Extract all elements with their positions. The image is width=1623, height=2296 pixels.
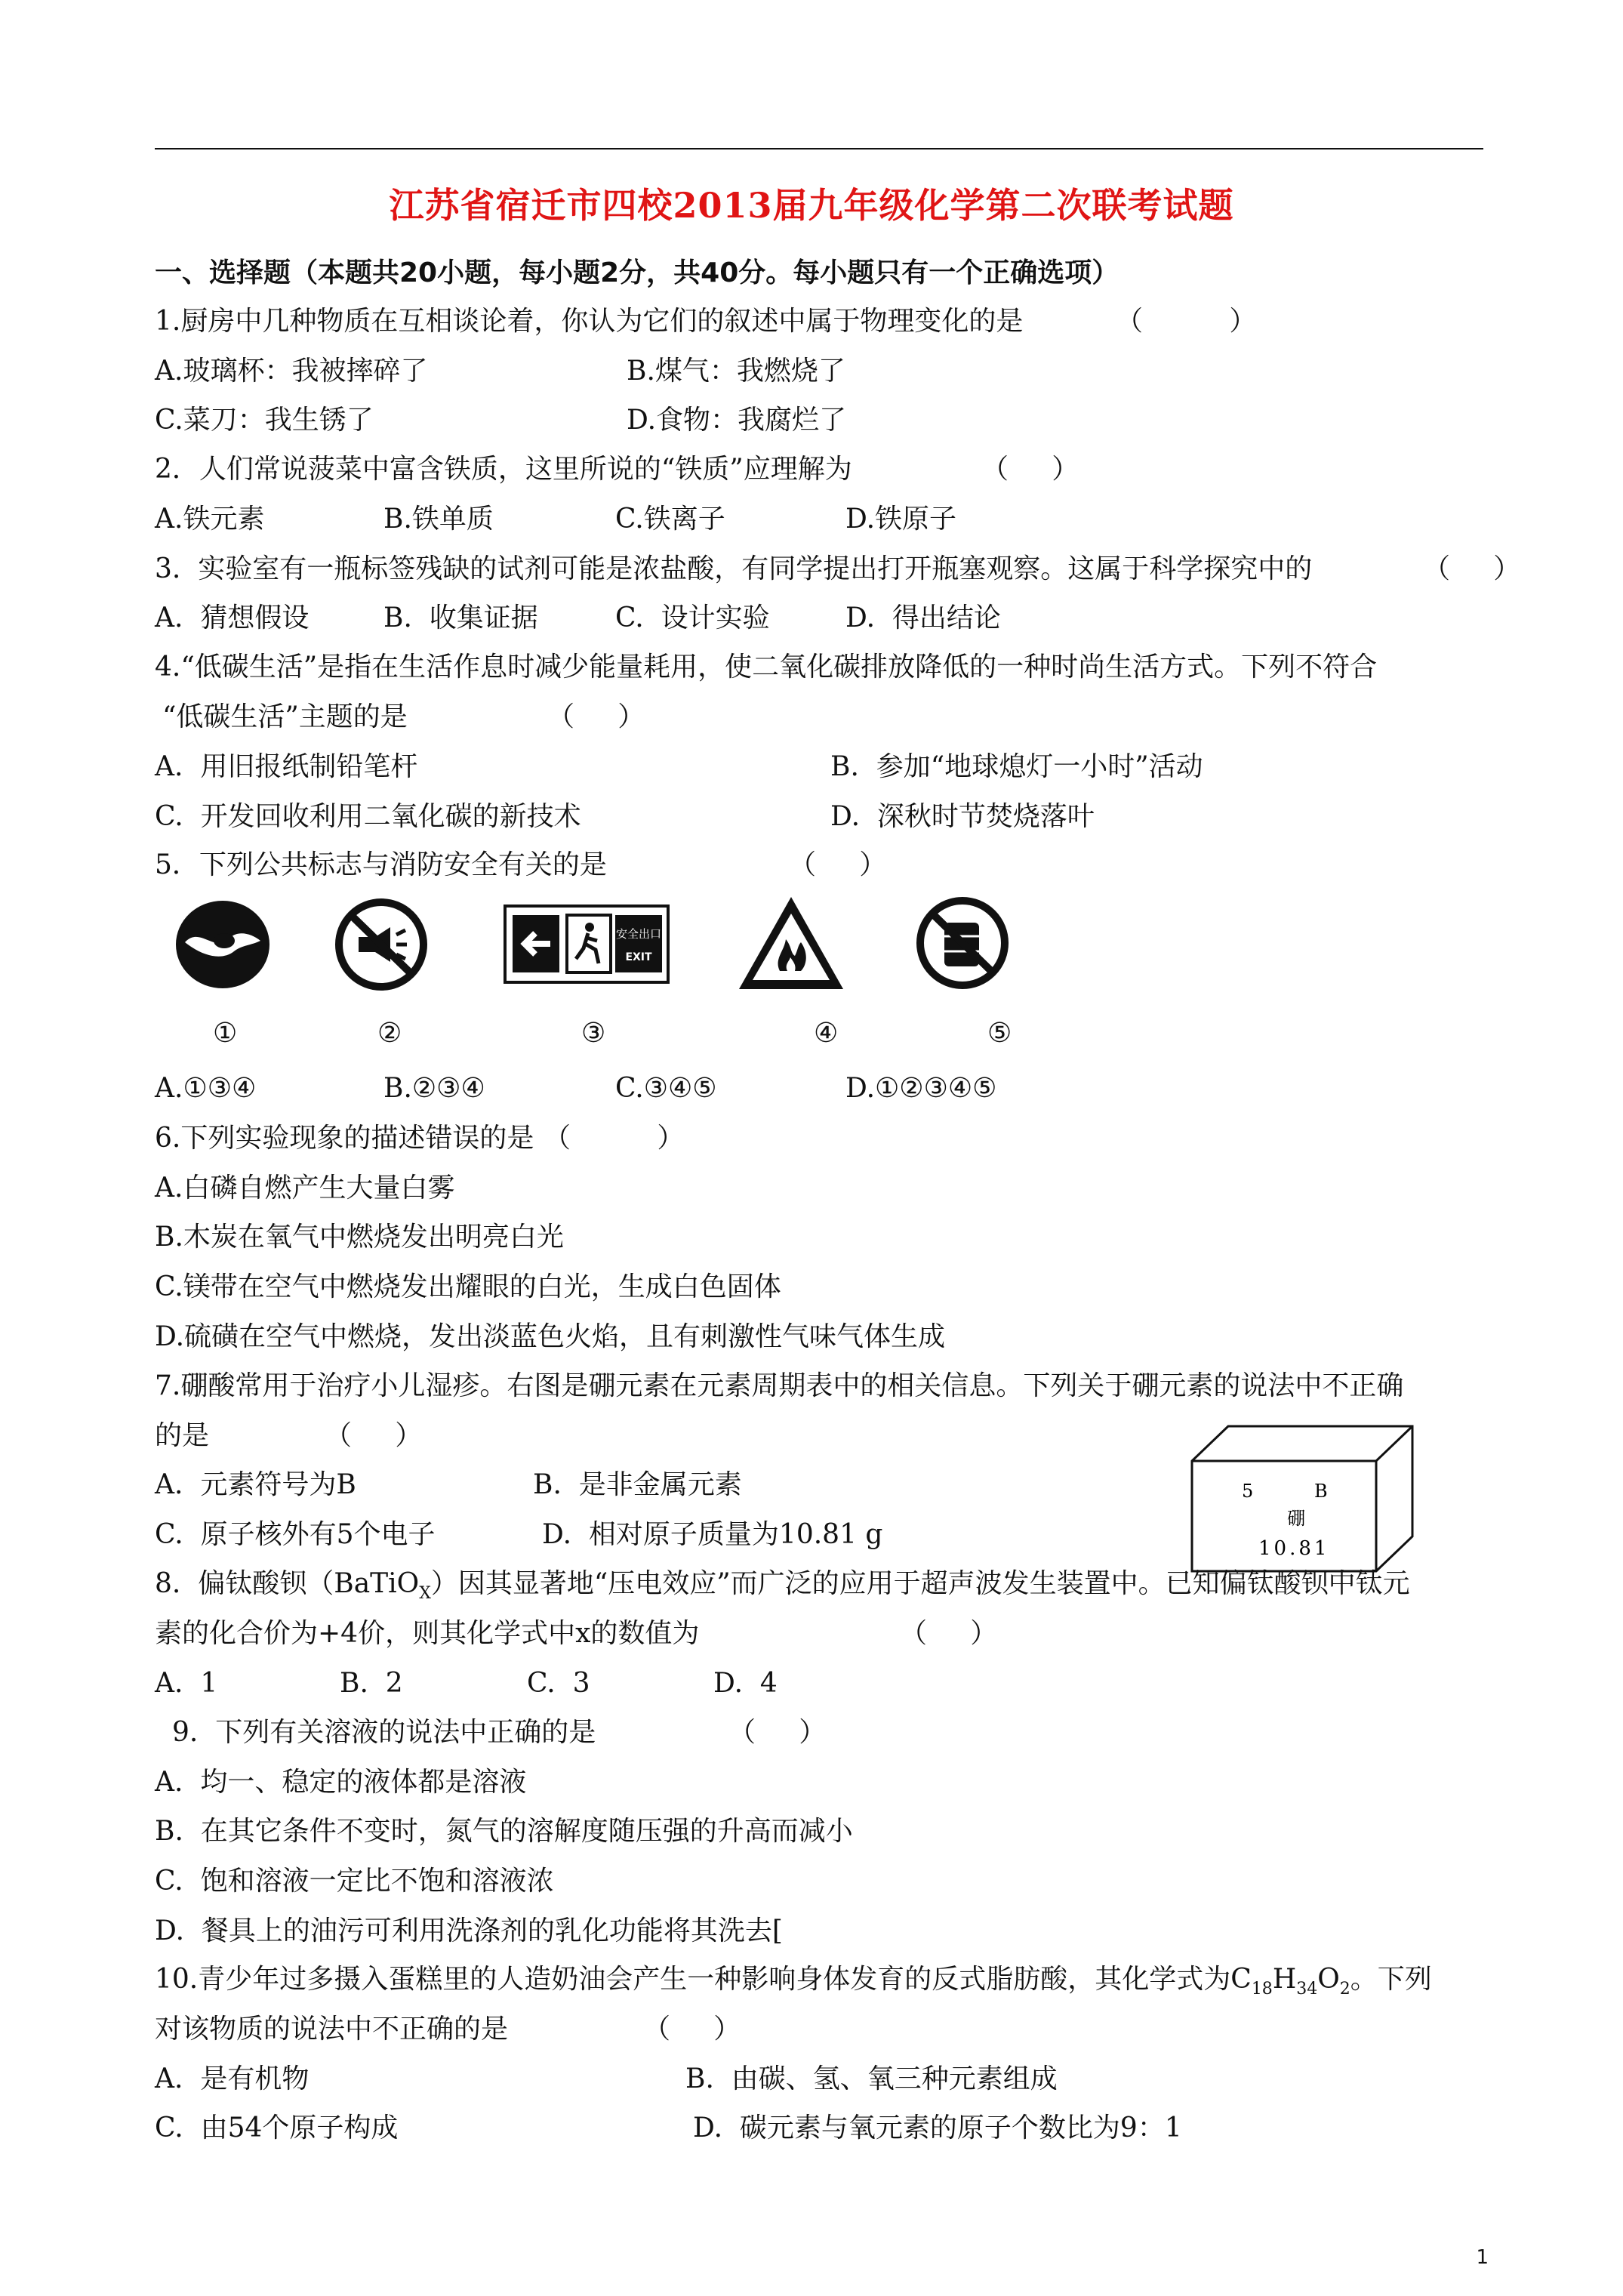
q10-stem-part1: 10.青少年过多摄入蛋糕里的人造奶油会产生一种影响身体发育的反式脂肪酸，其化学式为C — [155, 1964, 1252, 1995]
q7-option-c: C. 原子核外有5个电子 — [155, 1519, 436, 1550]
q6-option-d: D.硫磺在空气中燃烧，发出淡蓝色火焰，且有刺激性气味气体生成 — [155, 1321, 946, 1352]
q3-option-a: A. 猜想假设 — [155, 603, 310, 633]
q2-answer-blank: （ ） — [981, 454, 1079, 485]
q10-oxygen: O — [1317, 1964, 1340, 1995]
q5-answer-blank: （ ） — [789, 849, 887, 880]
q5-stem: 5．下列公共标志与消防安全有关的是 — [155, 849, 607, 880]
no-flammables-sign-icon — [910, 892, 1015, 994]
q10-option-a: A. 是有机物 — [155, 2063, 310, 2094]
q1-option-a: A.玻璃杯：我被摔碎了 — [155, 356, 428, 387]
q8-option-b: B. 2 — [340, 1668, 403, 1699]
atomic-mass: 10.81 — [1258, 1537, 1330, 1560]
q10-stem-part2: 。下列 — [1350, 1964, 1432, 1995]
exit-sign-english: EXIT — [625, 951, 652, 963]
q10-sub-hydrogen: 34 — [1296, 1980, 1318, 1999]
q6-stem: 6.下列实验现象的描述错误的是 — [155, 1123, 534, 1154]
q5-option-b: B.②③④ — [383, 1073, 485, 1104]
q2-stem: 2．人们常说菠菜中富含铁质，这里所说的“铁质”应理解为 — [155, 454, 852, 485]
q8-option-a: A. 1 — [155, 1668, 218, 1699]
q10-sub-carbon: 18 — [1251, 1980, 1273, 1999]
q5-option-d: D.①②③④⑤ — [845, 1073, 997, 1104]
sign-number-1: ① — [213, 1018, 238, 1049]
q9-answer-blank: （ ） — [728, 1717, 827, 1748]
q8-stem-part1: 8. 偏钛酸钡（BaTiO — [155, 1568, 420, 1599]
q8-stem-part2: ）因其显著地“压电效应”而广泛的应用于超声波发生装置中。已知偏钛酸钡中钛元 — [430, 1568, 1410, 1599]
q6-option-a: A.白磷自燃产生大量白雾 — [155, 1173, 455, 1203]
q10-option-c: C. 由54个原子构成 — [155, 2113, 399, 2143]
q1-option-c: C.菜刀：我生锈了 — [155, 405, 374, 436]
q7-stem-line2: 的是 — [155, 1420, 210, 1451]
q9-option-c: C. 饱和溶液一定比不饱和溶液浓 — [155, 1866, 554, 1897]
q10-option-d: D. 碳元素与氧元素的原子个数比为9：1 — [693, 2113, 1182, 2143]
q9-stem: 9. 下列有关溶液的说法中正确的是 — [172, 1717, 596, 1748]
q1-option-d: D.食物：我腐烂了 — [627, 405, 847, 436]
q4-answer-blank: （ ） — [547, 701, 645, 732]
q4-option-b: B. 参加“地球熄灯一小时”活动 — [830, 751, 1203, 782]
q2-option-d: D.铁原子 — [845, 504, 957, 535]
q1-option-b: B.煤气：我燃烧了 — [627, 356, 845, 387]
q5-option-a: A.①③④ — [155, 1073, 257, 1104]
q2-option-c: C.铁离子 — [615, 504, 725, 535]
q10-stem-line2: 对该物质的说法中不正确的是 — [155, 2014, 509, 2045]
sign-number-2: ② — [377, 1018, 402, 1049]
page-title: 江苏省宿迁市四校2013届九年级化学第二次联考试题 — [389, 185, 1234, 226]
q10-stem-line1 — [155, 1963, 1432, 2006]
q9-option-a: A. 均一、稳定的液体都是溶液 — [155, 1767, 527, 1798]
emergency-exit-sign-icon — [504, 905, 670, 984]
page-number: 1 — [1476, 2246, 1489, 2269]
q3-option-d: D. 得出结论 — [845, 603, 1001, 633]
q1-stem: 1.厨房中几种物质在互相谈论着，你认为它们的叙述中属于物理变化的是 — [155, 306, 1024, 337]
q4-option-c: C. 开发回收利用二氧化碳的新技术 — [155, 801, 581, 832]
q8-answer-blank: （ ） — [900, 1618, 998, 1649]
q4-option-d: D. 深秋时节焚烧落叶 — [830, 801, 1095, 832]
q7-option-a: A. 元素符号为B — [155, 1469, 356, 1500]
q8-subscript-x: X — [419, 1584, 431, 1604]
atomic-number: 5 — [1242, 1481, 1254, 1502]
q7-stem-line1: 7.硼酸常用于治疗小儿湿疹。右图是硼元素在元素周期表中的相关信息。下列关于硼元素的说法中不正确 — [155, 1370, 1404, 1401]
sign-number-3: ③ — [581, 1018, 606, 1049]
q3-answer-blank: （ ） — [1423, 553, 1521, 584]
q7-answer-blank: （ ） — [325, 1420, 423, 1451]
boron-element-box — [1189, 1423, 1415, 1574]
q7-option-d: D. 相对原子质量为10.81 g — [542, 1519, 883, 1550]
q4-option-a: A. 用旧报纸制铅笔杆 — [155, 751, 418, 782]
public-signs — [155, 889, 1061, 995]
gas-sign-icon — [170, 895, 276, 994]
sign-number-4: ④ — [814, 1018, 839, 1049]
q8-stem-line1 — [155, 1567, 1410, 1610]
q7-option-b: B. 是非金属元素 — [533, 1469, 742, 1500]
q6-option-c: C.镁带在空气中燃烧发出耀眼的白光，生成白色固体 — [155, 1271, 781, 1302]
no-honking-sign-icon — [328, 895, 434, 994]
element-name: 硼 — [1287, 1508, 1305, 1529]
q10-sub-oxygen: 2 — [1339, 1980, 1350, 1999]
element-symbol: B — [1314, 1481, 1328, 1502]
exit-sign-chinese: 安全出口 — [615, 927, 662, 941]
q8-stem-line2: 素的化合价为+4价，则其化学式中x的数值为 — [155, 1618, 700, 1649]
q2-option-a: A.铁元素 — [155, 504, 265, 535]
header-rule — [155, 148, 1483, 149]
q3-option-b: B. 收集证据 — [383, 603, 538, 633]
q1-answer-blank: （ ） — [1116, 306, 1257, 337]
q3-option-c: C. 设计实验 — [615, 603, 770, 633]
q10-option-b: B. 由碳、氢、氧三种元素组成 — [685, 2063, 1058, 2094]
q4-stem-line2: “低碳生活”主题的是 — [162, 701, 408, 732]
q10-answer-blank: （ ） — [643, 2014, 741, 2045]
q8-option-d: D. 4 — [713, 1668, 778, 1699]
q4-stem-line1: 4.“低碳生活”是指在生活作息时减少能量耗用，使二氧化碳排放降低的一种时尚生活方式。下列不符合 — [155, 652, 1378, 683]
q6-answer-blank: （ ） — [544, 1123, 685, 1154]
q5-option-c: C.③④⑤ — [615, 1073, 717, 1104]
flammable-warning-sign-icon — [735, 892, 848, 994]
q6-option-b: B.木炭在氧气中燃烧发出明亮白光 — [155, 1222, 564, 1253]
q9-option-d: D. 餐具上的油污可利用洗涤剂的乳化功能将其洗去[ — [155, 1915, 783, 1946]
q8-option-c: C. 3 — [527, 1668, 590, 1699]
sign-number-5: ⑤ — [987, 1018, 1012, 1049]
q3-stem: 3. 实验室有一瓶标签残缺的试剂可能是浓盐酸，有同学提出打开瓶塞观察。这属于科学探究中的 — [155, 553, 1313, 584]
section-heading: 一、选择题（本题共20小题，每小题2分，共40分。每小题只有一个正确选项） — [155, 257, 1119, 288]
q2-option-b: B.铁单质 — [383, 504, 494, 535]
q10-hydrogen: H — [1272, 1964, 1297, 1995]
q9-option-b: B. 在其它条件不变时，氮气的溶解度随压强的升高而减小 — [155, 1816, 853, 1847]
